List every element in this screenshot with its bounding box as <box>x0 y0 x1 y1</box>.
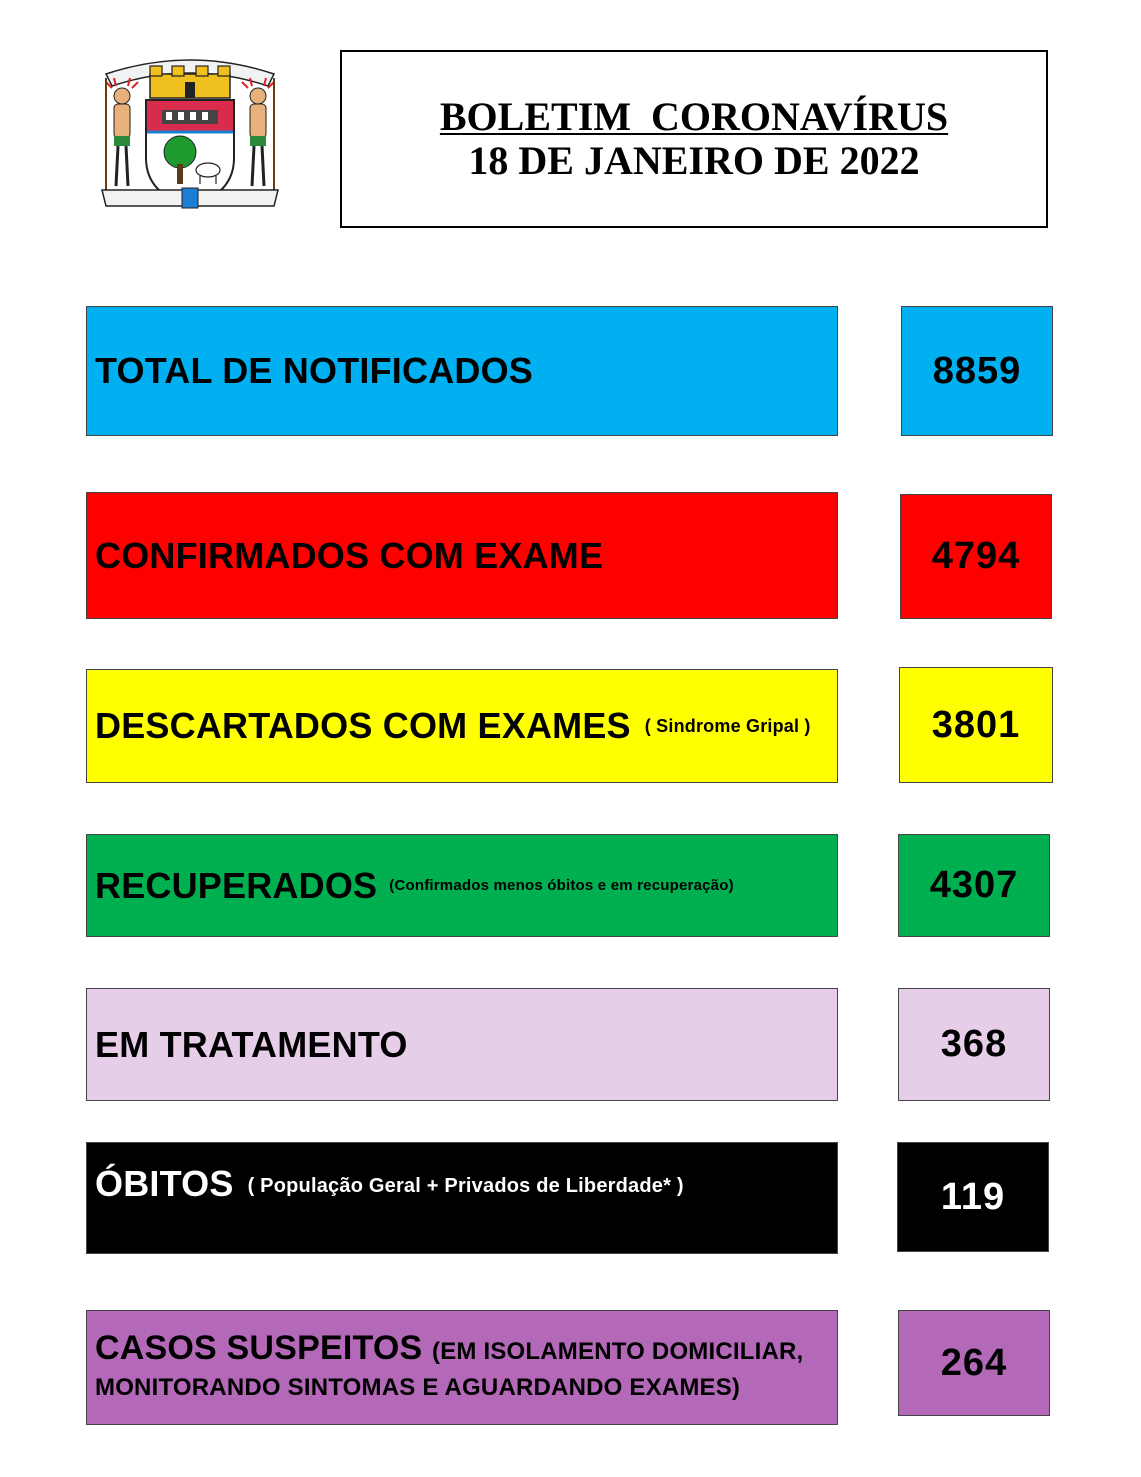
row-notificados-label <box>86 306 838 436</box>
city-crest-logo <box>92 48 288 220</box>
row-tratamento-label <box>86 988 838 1101</box>
obitos-value: 119 <box>897 1142 1049 1252</box>
confirmados-value: 4794 <box>900 494 1052 619</box>
confirmados-label: CONFIRMADOS COM EXAME <box>95 534 604 576</box>
bulletin-date: 18 DE JANEIRO DE 2022 <box>468 138 920 183</box>
suspeitos-label: CASOS SUSPEITOS <box>95 1328 423 1367</box>
suspeitos-value: 264 <box>898 1310 1050 1416</box>
tratamento-label: EM TRATAMENTO <box>95 1023 408 1065</box>
descartados-label: DESCARTADOS COM EXAMES <box>95 705 631 746</box>
obitos-label: ÓBITOS <box>95 1163 234 1204</box>
recuperados-value: 4307 <box>898 834 1050 937</box>
suspeitos-note-line1: (EM ISOLAMENTO DOMICILIAR, <box>432 1337 804 1365</box>
row-descartados-label <box>86 669 838 783</box>
row-recuperados-label <box>86 834 838 937</box>
notificados-label: TOTAL DE NOTIFICADOS <box>95 350 534 391</box>
descartados-note: ( Sindrome Gripal ) <box>644 715 811 736</box>
recuperados-label: RECUPERADOS <box>95 864 378 906</box>
descartados-value: 3801 <box>899 667 1053 783</box>
tratamento-value: 368 <box>898 988 1050 1101</box>
obitos-note: ( População Geral + Privados de Liberdade* ) <box>247 1175 684 1197</box>
bulletin-title: BOLETIM CORONAVÍRUS <box>439 94 949 139</box>
bulletin-title-box <box>340 50 1048 228</box>
suspeitos-note-line2: MONITORANDO SINTOMAS E AGUARDANDO EXAMES) <box>95 1373 741 1401</box>
row-suspeitos-label <box>86 1310 838 1425</box>
row-obitos-label <box>86 1142 838 1254</box>
notificados-value: 8859 <box>901 306 1053 436</box>
recuperados-note: (Confirmados menos óbitos e em recuperação) <box>389 877 734 894</box>
row-confirmados-label <box>86 492 838 619</box>
